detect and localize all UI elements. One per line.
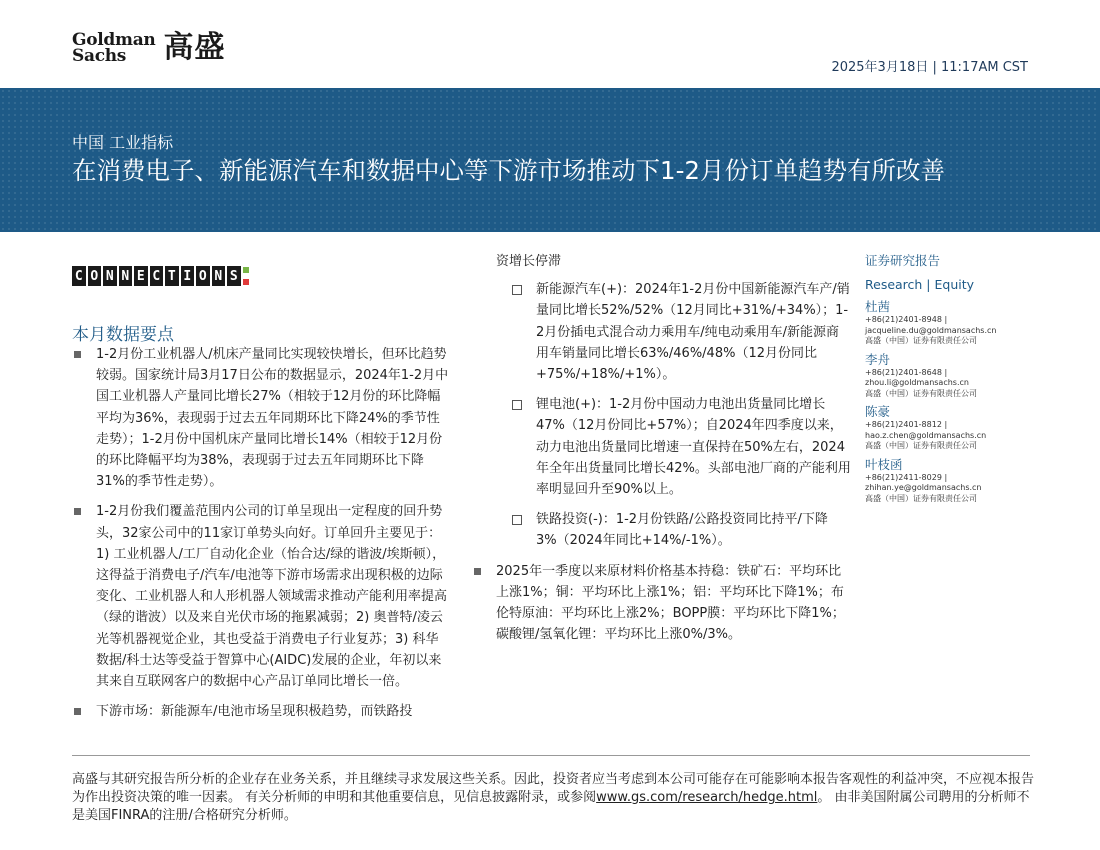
- analyst-name: 李舟: [865, 351, 891, 367]
- indicator-dot: [243, 267, 249, 273]
- title-banner: [0, 88, 1100, 232]
- connections-badge: [72, 266, 251, 286]
- report-type-label: 证券研究报告: [865, 253, 941, 268]
- connections-letter: I: [181, 266, 195, 286]
- analyst-email[interactable]: zhihan.ye@goldmansachs.cn: [865, 483, 982, 492]
- analyst-card: [865, 299, 1045, 347]
- connections-letter: O: [196, 266, 210, 286]
- bullet-item: 下游市场：新能源车/电池市场呈现积极趋势，而铁路投: [72, 701, 450, 722]
- analyst-phone: +86(21)2401-8812 |: [865, 420, 948, 429]
- analyst-name: 杜茜: [865, 299, 891, 314]
- analyst-name: 叶枝函: [865, 456, 903, 472]
- logo-english: [72, 32, 155, 64]
- analyst-card: [865, 404, 1045, 452]
- analyst-firm: 高盛（中国）证券有限责任公司: [865, 493, 977, 503]
- connections-letter: E: [134, 266, 148, 286]
- analyst-email[interactable]: hao.z.chen@goldmansachs.cn: [865, 430, 987, 440]
- connections-indicator-dots: [243, 266, 251, 286]
- key-points-left-column: [72, 344, 450, 731]
- bullet-item: 2025年一季度以来原材料价格基本持稳：铁矿石：平均环比上涨1%；铜：平均环比上涨1%；铝：平均环比下降1%；布伦特原油：平均环比上涨2%；BOPP膜：平均环比下降1%；碳酸锂/氢氧化锂：平均环比上涨0%/3%。: [472, 561, 852, 646]
- report-title: 在消费电子、新能源汽车和数据中心等下游市场推动下1-2月份订单趋势有所改善: [72, 156, 946, 185]
- disclosure-footer: [72, 771, 1038, 825]
- analyst-email[interactable]: jacqueline.du@goldmansachs.cn: [865, 325, 997, 335]
- connections-letter: T: [165, 266, 179, 286]
- report-category: 中国 工业指标: [72, 133, 174, 152]
- connections-letter: S: [227, 266, 241, 286]
- sub-bullet-ev: 新能源汽车(+)：2024年1-2月份中国新能源汽车产/销量同比增长52%/52%（12月同比+31%/+34%）；1-2月份插电式混合动力乘用车/纯电动乘用车/新能源商用车销量同比增长63%/46%/48%（12月份同比+75%/+18%/+1%）。: [472, 279, 852, 385]
- report-date: 2025年3月18日 | 11:17AM CST: [831, 60, 1028, 75]
- sub-bullet-railway: 铁路投资(-)：1-2月份铁路/公路投资同比持平/下降3%（2024年同比+14%/-1%）。: [472, 509, 852, 551]
- connections-letter: O: [88, 266, 102, 286]
- logo-chinese: 高盛: [163, 30, 226, 65]
- analyst-phone: +86(21)2411-8029 |: [865, 472, 948, 482]
- analyst-firm: 高盛（中国）证券有限责任公司: [865, 441, 977, 450]
- bullet-continuation: 资增长停滞: [496, 254, 562, 269]
- analyst-email[interactable]: zhou.li@goldmansachs.cn: [865, 378, 969, 387]
- key-points-middle-column: [472, 251, 852, 645]
- bullet-item: 1-2月份工业机器人/机床产量同比实现较快增长，但环比趋势较弱。国家统计局3月17日公布的数据显示，2024年1-2月中国工业机器人产量同比增长27%（相较于12月份的环比降幅平均为36%，表现弱于过去五年同期环比下降24%的季节性走势）；1-2月份中国机床产量同比增长14%（相较于12月份的环比降幅平均为38%，表现弱于过去五年同期环比下降31%的季节性走势）。: [72, 344, 450, 492]
- bullet-item: 1-2月份我们覆盖范围内公司的订单呈现出一定程度的回升势头，32家公司中的11家订单势头向好。订单回升主要见于：1) 工业机器人/工厂自动化企业（怡合达/绿的谐波/埃斯顿），这得益于消费电子/汽车/电池等下游市场需求出现积极的边际变化、工业机器人和人形机器人领域需求推动产能利用率提高（绿的谐波）以及来自光伏市场的拖累减弱；2) 奥普特/凌云光等机器视觉企业，其也受益于消费电子行业复苏；3) 科华数据/科士达等受益于智算中心(AIDC)发展的企业，年初以来其来自互联网客户的数据中心产品订单同比增长一倍。: [72, 501, 450, 692]
- logo-line-2: Sachs: [72, 46, 127, 66]
- analyst-sidebar: [865, 252, 1045, 504]
- analyst-phone: +86(21)2401-8648 |: [865, 367, 948, 377]
- analyst-card: [865, 352, 1045, 400]
- logo-line-1: Goldman: [72, 30, 156, 50]
- connections-letter: C: [72, 266, 86, 286]
- sub-bullet-battery: 锂电池(+)：1-2月份中国动力电池出货量同比增长47%（12月份同比+57%）；自2024年四季度以来，动力电池出货量同比增速一直保持在50%左右，2024年全年出货量同比增长42%。头部电池厂商的产能利用率明显回升至90%以上。: [472, 394, 852, 500]
- analyst-card: [865, 457, 1045, 505]
- connections-letter: N: [212, 266, 226, 286]
- indicator-dot: [243, 279, 249, 285]
- footer-text-1: 高盛与其研究报告所分析的企业存在业务关系，并且继续寻求发展这些关系。因此，投资者应当考虑到本公司可能存在可能影响本报告客观性的利益冲突，不应视本报告为作出投资决策的唯一因素。 有关分析师的申明和其他重要信息，见信息披露附录，或参阅: [72, 772, 1035, 805]
- connections-letter: N: [103, 266, 117, 286]
- disclosure-link[interactable]: www.gs.com/research/hedge.html: [596, 790, 818, 805]
- section-title: 本月数据要点: [72, 325, 174, 345]
- goldman-sachs-logo: [72, 32, 225, 64]
- analyst-name: 陈豪: [865, 404, 891, 419]
- analyst-phone: +86(21)2401-8948 |: [865, 315, 948, 324]
- research-equity-label: Research | Equity: [865, 277, 975, 292]
- footer-divider: [72, 755, 1030, 756]
- connections-letter: N: [119, 266, 133, 286]
- analyst-firm: 高盛（中国）证券有限责任公司: [865, 388, 977, 398]
- footer-text-2: 。 由非美国附属公司聘用的分析师不是美国FINRA的注册/合格研究分析师。: [72, 790, 1030, 823]
- connections-letter: C: [150, 266, 164, 286]
- analyst-firm: 高盛（中国）证券有限责任公司: [865, 336, 977, 345]
